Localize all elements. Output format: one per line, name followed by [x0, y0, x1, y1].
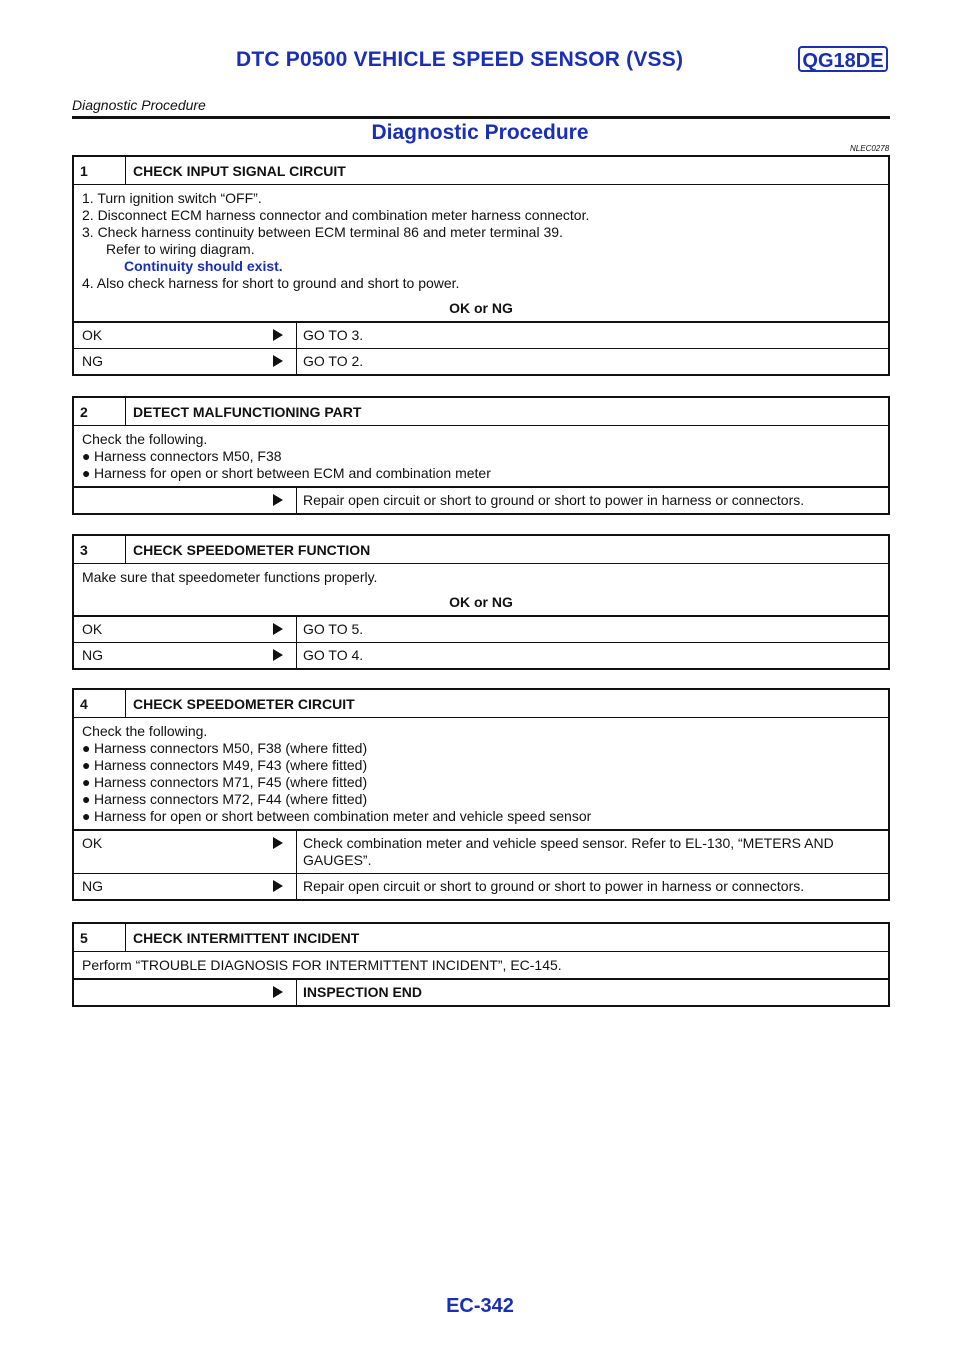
step-header — [74, 157, 888, 185]
step-header — [74, 690, 888, 718]
bullet-text: Harness connectors M50, F38 (where fitted) — [94, 740, 368, 756]
result-label: NG — [82, 878, 103, 894]
step-instructions — [74, 185, 888, 322]
step-instructions — [74, 426, 888, 487]
engine-badge: QG18DE — [798, 46, 888, 72]
reference-code: NLEC0278 — [850, 144, 890, 153]
step-2 — [72, 396, 890, 515]
result-row — [74, 979, 888, 1005]
arrow-icon — [260, 643, 296, 668]
bullet-icon: ● — [82, 774, 91, 790]
step-5 — [72, 922, 890, 1007]
result-row — [74, 487, 888, 513]
arrow-icon — [260, 323, 296, 348]
bullet-text: Harness for open or short between combination meter and vehicle speed sensor — [94, 808, 592, 824]
section-title: DTC P0500 VEHICLE SPEED SENSOR (VSS) — [236, 48, 684, 71]
step-title: DETECT MALFUNCTIONING PART — [133, 403, 362, 420]
result-label: OK — [82, 327, 103, 343]
step-3 — [72, 534, 890, 670]
ok-or-ng-label: OK or NG — [449, 300, 513, 316]
arrow-icon — [260, 349, 296, 374]
instruction-line: 1. Turn ignition switch “OFF”. — [82, 190, 262, 206]
section-subtitle: Diagnostic Procedure — [72, 97, 206, 113]
result-label: OK — [82, 621, 103, 637]
result-label: OK — [82, 835, 103, 851]
result-action: INSPECTION END — [296, 980, 888, 1005]
step-instructions — [74, 718, 888, 830]
result-row — [74, 322, 888, 348]
result-action: Check combination meter and vehicle speed sensor. Refer to EL-130, “METERS AND GAUGES”. — [296, 831, 888, 873]
result-action: Repair open circuit or short to ground or short to power in harness or connectors. — [296, 874, 888, 899]
result-action: GO TO 2. — [296, 349, 888, 374]
bullet-text: Harness for open or short between ECM and combination meter — [94, 465, 491, 481]
result-action: Repair open circuit or short to ground or short to power in harness or connectors. — [296, 488, 888, 513]
arrow-icon — [260, 980, 296, 1005]
bullet-item — [82, 740, 880, 757]
instruction-line: Perform “TROUBLE DIAGNOSIS FOR INTERMITTENT INCIDENT”, EC-145. — [82, 957, 562, 973]
step-1 — [72, 155, 890, 376]
result-label: NG — [82, 353, 103, 369]
bullet-text: Harness connectors M50, F38 — [94, 448, 282, 464]
instruction-line: 3. Check harness continuity between ECM terminal 86 and meter terminal 39. — [82, 224, 563, 240]
page-title: Diagnostic Procedure — [371, 121, 589, 144]
bullet-icon: ● — [82, 808, 91, 824]
step-number: 3 — [74, 536, 126, 563]
bullet-text: Harness connectors M72, F44 (where fitted) — [94, 791, 368, 807]
step-number: 2 — [74, 398, 126, 425]
step-header — [74, 398, 888, 426]
instruction-line: Check the following. — [82, 723, 208, 739]
result-row — [74, 873, 888, 899]
step-title: CHECK SPEEDOMETER FUNCTION — [133, 541, 371, 558]
step-4 — [72, 688, 890, 901]
spec-note: Continuity should exist. — [124, 258, 283, 274]
result-label — [74, 980, 260, 1005]
instruction-line: Make sure that speedometer functions properly. — [82, 569, 378, 585]
bullet-text: Harness connectors M49, F43 (where fitted) — [94, 757, 368, 773]
instruction-line: Refer to wiring diagram. — [106, 241, 255, 257]
header-divider — [72, 116, 890, 119]
step-number: 1 — [74, 157, 126, 184]
step-number: 4 — [74, 690, 126, 717]
bullet-icon: ● — [82, 740, 91, 756]
result-label — [74, 488, 260, 513]
arrow-icon — [260, 831, 296, 873]
page-number: EC-342 — [446, 1295, 514, 1317]
result-action: GO TO 4. — [296, 643, 888, 668]
bullet-item — [82, 808, 880, 825]
result-row — [74, 830, 888, 873]
step-instructions — [74, 952, 888, 979]
ok-or-ng-label: OK or NG — [449, 594, 513, 610]
step-number: 5 — [74, 924, 126, 951]
instruction-line: 2. Disconnect ECM harness connector and combination meter harness connector. — [82, 207, 590, 223]
bullet-icon: ● — [82, 448, 91, 464]
arrow-icon — [260, 617, 296, 642]
bullet-item — [82, 791, 880, 808]
bullet-item — [82, 757, 880, 774]
bullet-text: Harness connectors M71, F45 (where fitted) — [94, 774, 368, 790]
result-row — [74, 616, 888, 642]
bullet-item — [82, 465, 880, 482]
bullet-icon: ● — [82, 757, 91, 773]
bullet-item — [82, 774, 880, 791]
step-title: CHECK INTERMITTENT INCIDENT — [133, 929, 360, 946]
step-header — [74, 924, 888, 952]
step-title: CHECK SPEEDOMETER CIRCUIT — [133, 695, 355, 712]
step-title: CHECK INPUT SIGNAL CIRCUIT — [133, 162, 346, 179]
instruction-line: 4. Also check harness for short to ground and short to power. — [82, 275, 460, 291]
bullet-icon: ● — [82, 465, 91, 481]
arrow-icon — [260, 874, 296, 899]
bullet-icon: ● — [82, 791, 91, 807]
step-instructions — [74, 564, 888, 616]
arrow-icon — [260, 488, 296, 513]
result-row — [74, 348, 888, 374]
result-row — [74, 642, 888, 668]
result-action: GO TO 5. — [296, 617, 888, 642]
bullet-item — [82, 448, 880, 465]
instruction-line: Check the following. — [82, 431, 208, 447]
result-label: NG — [82, 647, 103, 663]
step-header — [74, 536, 888, 564]
result-action: GO TO 3. — [296, 323, 888, 348]
